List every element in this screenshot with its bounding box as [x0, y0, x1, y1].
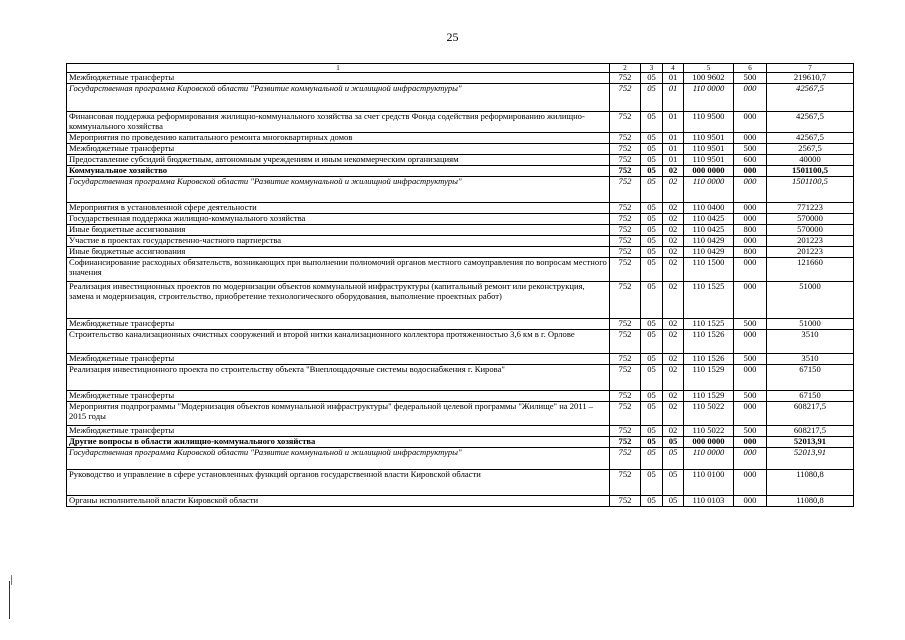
- row-value-cell: 752: [610, 354, 641, 365]
- row-value-cell: 05: [663, 470, 684, 496]
- row-name-cell: Межбюджетные трансферты: [67, 426, 610, 437]
- row-value-cell: 05: [663, 496, 684, 507]
- row-value-cell: 219610,7: [767, 73, 854, 84]
- row-value-cell: 570000: [767, 214, 854, 225]
- table-row: [67, 144, 854, 155]
- row-value-cell: 02: [663, 319, 684, 330]
- row-value-cell: 01: [663, 84, 684, 112]
- row-value-cell: 110 9500: [684, 112, 734, 133]
- row-value-cell: 02: [663, 214, 684, 225]
- row-value-cell: 000: [734, 203, 767, 214]
- budget-table: [66, 63, 854, 507]
- row-name-cell: Реализация инвестиционного проекта по строительству объекта "Внеплощадочные системы водоснабжения г. Кирова": [67, 365, 610, 391]
- row-value-cell: 800: [734, 247, 767, 258]
- row-value-cell: 000: [734, 470, 767, 496]
- row-value-cell: 110 9501: [684, 133, 734, 144]
- row-value-cell: 110 0000: [684, 84, 734, 112]
- table-row: [67, 365, 854, 391]
- row-value-cell: 05: [641, 426, 663, 437]
- row-value-cell: 201223: [767, 247, 854, 258]
- row-value-cell: 752: [610, 282, 641, 319]
- table-row: [67, 177, 854, 203]
- scan-edge-mark: [11, 575, 12, 585]
- row-value-cell: 05: [663, 437, 684, 448]
- row-value-cell: 05: [641, 391, 663, 402]
- row-value-cell: 02: [663, 354, 684, 365]
- row-value-cell: 05: [641, 84, 663, 112]
- row-value-cell: 110 0103: [684, 496, 734, 507]
- row-value-cell: 752: [610, 236, 641, 247]
- row-value-cell: 771223: [767, 203, 854, 214]
- row-value-cell: 000: [734, 330, 767, 354]
- row-value-cell: 05: [641, 73, 663, 84]
- row-value-cell: 752: [610, 448, 641, 470]
- row-name-cell: Софинансирование расходных обязательств, возникающих при выполнении полномочий органов местного самоуправления по вопросам местного значения: [67, 258, 610, 282]
- row-value-cell: 01: [663, 155, 684, 166]
- row-value-cell: 110 0429: [684, 236, 734, 247]
- row-value-cell: 01: [663, 144, 684, 155]
- row-name-cell: Межбюджетные трансферты: [67, 144, 610, 155]
- row-value-cell: 2567,5: [767, 144, 854, 155]
- row-name-cell: Строительство канализационных очистных сооружений и второй нитки канализационного коллектора протяженностью 3,6 км в г. Орлове: [67, 330, 610, 354]
- row-value-cell: 05: [641, 437, 663, 448]
- row-value-cell: 52013,91: [767, 448, 854, 470]
- table-row: [67, 247, 854, 258]
- table-row: [67, 330, 854, 354]
- row-value-cell: 05: [641, 214, 663, 225]
- row-name-cell: Предоставление субсидий бюджетным, автономным учреждениям и иным некоммерческим организациям: [67, 155, 610, 166]
- row-value-cell: 02: [663, 203, 684, 214]
- row-name-cell: Реализация инвестиционных проектов по модернизации объектов коммунальной инфраструктуры (капитальный ремонт или реконструкция, замена и модернизация, строительство, приобретение технологического оборудования, выполнение проектных работ): [67, 282, 610, 319]
- row-value-cell: 05: [641, 365, 663, 391]
- table-row: [67, 84, 854, 112]
- row-value-cell: 752: [610, 203, 641, 214]
- row-value-cell: 000: [734, 112, 767, 133]
- row-value-cell: 110 1526: [684, 330, 734, 354]
- row-name-cell: Мероприятия подпрограммы "Модернизация объектов коммунальной инфраструктуры" федеральной целевой программы "Жилище" на 2011 – 2015 годы: [67, 402, 610, 426]
- scan-edge-mark: [9, 581, 10, 619]
- row-value-cell: 05: [641, 330, 663, 354]
- row-value-cell: 110 1525: [684, 282, 734, 319]
- row-value-cell: 000: [734, 496, 767, 507]
- row-value-cell: 752: [610, 112, 641, 133]
- row-value-cell: 67150: [767, 365, 854, 391]
- row-name-cell: Иные бюджетные ассигнования: [67, 225, 610, 236]
- row-value-cell: 02: [663, 365, 684, 391]
- row-value-cell: 000: [734, 214, 767, 225]
- row-value-cell: 752: [610, 144, 641, 155]
- row-name-cell: Государственная программа Кировской области "Развитие коммунальной и жилищной инфраструктуры": [67, 84, 610, 112]
- column-header: 7: [767, 64, 854, 73]
- row-value-cell: 500: [734, 391, 767, 402]
- row-value-cell: 110 1529: [684, 365, 734, 391]
- row-name-cell: Иные бюджетные ассигнования: [67, 247, 610, 258]
- row-name-cell: Органы исполнительной власти Кировской области: [67, 496, 610, 507]
- row-value-cell: 110 0000: [684, 177, 734, 203]
- row-value-cell: 02: [663, 177, 684, 203]
- row-value-cell: 05: [641, 470, 663, 496]
- row-value-cell: 752: [610, 247, 641, 258]
- row-value-cell: 02: [663, 258, 684, 282]
- row-name-cell: Межбюджетные трансферты: [67, 73, 610, 84]
- row-value-cell: 02: [663, 402, 684, 426]
- row-value-cell: 02: [663, 330, 684, 354]
- row-value-cell: 02: [663, 166, 684, 177]
- table-row: [67, 391, 854, 402]
- row-value-cell: 752: [610, 496, 641, 507]
- row-value-cell: 500: [734, 426, 767, 437]
- table-row: [67, 258, 854, 282]
- row-value-cell: 000: [734, 177, 767, 203]
- row-name-cell: Руководство и управление в сфере установленных функций органов государственной власти Кировской области: [67, 470, 610, 496]
- table-row: [67, 112, 854, 133]
- row-value-cell: 110 5022: [684, 426, 734, 437]
- page-number: 25: [446, 30, 459, 44]
- column-header: 5: [684, 64, 734, 73]
- row-value-cell: 05: [641, 203, 663, 214]
- row-value-cell: 05: [641, 177, 663, 203]
- column-header: 3: [641, 64, 663, 73]
- row-value-cell: 110 1529: [684, 391, 734, 402]
- table-row: [67, 282, 854, 319]
- table-row: [67, 354, 854, 365]
- row-value-cell: 752: [610, 319, 641, 330]
- row-value-cell: 121660: [767, 258, 854, 282]
- row-value-cell: 752: [610, 470, 641, 496]
- row-value-cell: 752: [610, 214, 641, 225]
- row-value-cell: 752: [610, 330, 641, 354]
- row-name-cell: Государственная программа Кировской области "Развитие коммунальной и жилищной инфраструктуры": [67, 448, 610, 470]
- row-value-cell: 05: [641, 258, 663, 282]
- row-value-cell: 110 0400: [684, 203, 734, 214]
- table-row: [67, 470, 854, 496]
- row-value-cell: 11080,8: [767, 496, 854, 507]
- row-value-cell: 40000: [767, 155, 854, 166]
- table-row: [67, 73, 854, 84]
- row-value-cell: 51000: [767, 319, 854, 330]
- header-row: [67, 64, 854, 73]
- row-value-cell: 000: [734, 84, 767, 112]
- row-value-cell: 752: [610, 258, 641, 282]
- row-value-cell: 42567,5: [767, 133, 854, 144]
- table-row: [67, 203, 854, 214]
- row-value-cell: 000 0000: [684, 437, 734, 448]
- row-value-cell: 201223: [767, 236, 854, 247]
- row-name-cell: Межбюджетные трансферты: [67, 354, 610, 365]
- row-value-cell: 02: [663, 426, 684, 437]
- row-value-cell: 500: [734, 144, 767, 155]
- row-name-cell: Межбюджетные трансферты: [67, 319, 610, 330]
- column-header: 6: [734, 64, 767, 73]
- row-value-cell: 05: [663, 448, 684, 470]
- row-value-cell: 05: [641, 247, 663, 258]
- row-name-cell: Государственная программа Кировской области "Развитие коммунальной и жилищной инфраструктуры": [67, 177, 610, 203]
- row-value-cell: 110 0425: [684, 214, 734, 225]
- row-value-cell: 752: [610, 437, 641, 448]
- row-value-cell: 110 9501: [684, 144, 734, 155]
- row-value-cell: 05: [641, 319, 663, 330]
- row-value-cell: 05: [641, 166, 663, 177]
- row-value-cell: 05: [641, 133, 663, 144]
- table-row: [67, 133, 854, 144]
- row-value-cell: 51000: [767, 282, 854, 319]
- row-value-cell: 110 5022: [684, 402, 734, 426]
- row-value-cell: 000: [734, 437, 767, 448]
- row-value-cell: 000: [734, 448, 767, 470]
- row-value-cell: 3510: [767, 330, 854, 354]
- row-value-cell: 1501100,5: [767, 166, 854, 177]
- row-value-cell: 000 0000: [684, 166, 734, 177]
- row-value-cell: 05: [641, 155, 663, 166]
- row-value-cell: 67150: [767, 391, 854, 402]
- row-value-cell: 500: [734, 354, 767, 365]
- row-value-cell: 000: [734, 166, 767, 177]
- row-value-cell: 752: [610, 402, 641, 426]
- row-value-cell: 01: [663, 133, 684, 144]
- row-value-cell: 752: [610, 73, 641, 84]
- row-value-cell: 000: [734, 365, 767, 391]
- table-row: [67, 236, 854, 247]
- row-value-cell: 02: [663, 236, 684, 247]
- row-name-cell: Государственная поддержка жилищно-коммунального хозяйства: [67, 214, 610, 225]
- row-value-cell: 05: [641, 225, 663, 236]
- row-name-cell: Коммунальное хозяйство: [67, 166, 610, 177]
- row-value-cell: 570000: [767, 225, 854, 236]
- row-value-cell: 110 1500: [684, 258, 734, 282]
- row-value-cell: 02: [663, 247, 684, 258]
- row-value-cell: 752: [610, 155, 641, 166]
- row-value-cell: 05: [641, 144, 663, 155]
- row-value-cell: 01: [663, 112, 684, 133]
- row-value-cell: 110 1525: [684, 319, 734, 330]
- row-value-cell: 752: [610, 84, 641, 112]
- table-row: [67, 426, 854, 437]
- table-row: [67, 214, 854, 225]
- row-value-cell: 05: [641, 236, 663, 247]
- row-value-cell: 800: [734, 225, 767, 236]
- row-value-cell: 752: [610, 426, 641, 437]
- row-value-cell: 05: [641, 448, 663, 470]
- row-value-cell: 752: [610, 177, 641, 203]
- table-row: [67, 155, 854, 166]
- row-value-cell: 52013,91: [767, 437, 854, 448]
- row-value-cell: 500: [734, 73, 767, 84]
- row-value-cell: 600: [734, 155, 767, 166]
- row-name-cell: Мероприятия по проведению капитального ремонта многоквартирных домов: [67, 133, 610, 144]
- row-value-cell: 05: [641, 354, 663, 365]
- row-value-cell: 000: [734, 282, 767, 319]
- row-value-cell: 01: [663, 73, 684, 84]
- row-value-cell: 42567,5: [767, 84, 854, 112]
- row-value-cell: 05: [641, 112, 663, 133]
- table-row: [67, 402, 854, 426]
- row-value-cell: 05: [641, 496, 663, 507]
- row-value-cell: 05: [641, 282, 663, 319]
- row-name-cell: Участие в проектах государственно-частного партнерства: [67, 236, 610, 247]
- row-value-cell: 608217,5: [767, 426, 854, 437]
- row-value-cell: 000: [734, 402, 767, 426]
- row-value-cell: 110 9501: [684, 155, 734, 166]
- row-value-cell: 000: [734, 258, 767, 282]
- row-value-cell: 11080,8: [767, 470, 854, 496]
- row-value-cell: 05: [641, 402, 663, 426]
- row-value-cell: 608217,5: [767, 402, 854, 426]
- row-value-cell: 1501100,5: [767, 177, 854, 203]
- table-row: [67, 319, 854, 330]
- table-row: [67, 496, 854, 507]
- row-name-cell: Межбюджетные трансферты: [67, 391, 610, 402]
- table-row: [67, 437, 854, 448]
- row-value-cell: 000: [734, 236, 767, 247]
- row-value-cell: 110 1526: [684, 354, 734, 365]
- row-value-cell: 100 9602: [684, 73, 734, 84]
- row-value-cell: 110 0100: [684, 470, 734, 496]
- row-value-cell: 3510: [767, 354, 854, 365]
- row-value-cell: 752: [610, 225, 641, 236]
- row-value-cell: 000: [734, 133, 767, 144]
- table-row: [67, 225, 854, 236]
- row-name-cell: Финансовая поддержка реформирования жилищно-коммунального хозяйства за счет средств Фонда содействия реформированию жилищно-коммунального хозяйства: [67, 112, 610, 133]
- row-value-cell: 02: [663, 282, 684, 319]
- row-value-cell: 500: [734, 319, 767, 330]
- row-value-cell: 110 0425: [684, 225, 734, 236]
- row-name-cell: Мероприятия в установленной сфере деятельности: [67, 203, 610, 214]
- table-row: [67, 166, 854, 177]
- column-header: 1: [67, 64, 610, 73]
- row-value-cell: 110 0000: [684, 448, 734, 470]
- row-value-cell: 02: [663, 225, 684, 236]
- column-header: 2: [610, 64, 641, 73]
- row-value-cell: 752: [610, 391, 641, 402]
- row-name-cell: Другие вопросы в области жилищно-коммунального хозяйства: [67, 437, 610, 448]
- column-header: 4: [663, 64, 684, 73]
- row-value-cell: 752: [610, 166, 641, 177]
- row-value-cell: 42567,5: [767, 112, 854, 133]
- row-value-cell: 110 0429: [684, 247, 734, 258]
- row-value-cell: 02: [663, 391, 684, 402]
- row-value-cell: 752: [610, 133, 641, 144]
- row-value-cell: 752: [610, 365, 641, 391]
- table-row: [67, 448, 854, 470]
